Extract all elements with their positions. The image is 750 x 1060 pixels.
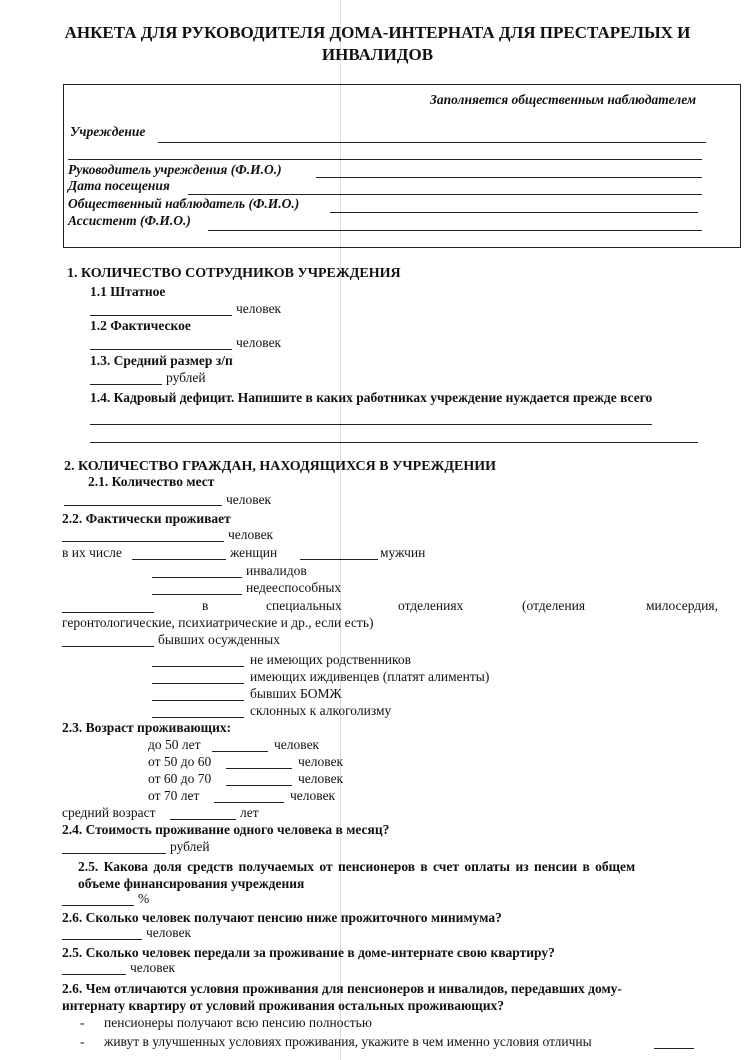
convicts-label: бывших осужденных (158, 632, 280, 647)
head-label: Руководитель учреждения (Ф.И.О.) (68, 162, 282, 177)
q21-unit: человек (226, 492, 272, 507)
special-word-c: отделениях (398, 598, 464, 613)
incapable-label: недееспособных (246, 580, 342, 595)
alcohol-field[interactable] (152, 717, 244, 718)
avg-age-field[interactable] (170, 819, 236, 820)
age1-unit: человек (274, 737, 320, 752)
opt2-label: живут в улучшенных условиях проживания, укажите в чем именно условия отличны (104, 1034, 592, 1049)
men-label: мужчин (380, 545, 426, 560)
age2-field[interactable] (226, 768, 292, 769)
age2-unit: человек (298, 754, 344, 769)
q12-field[interactable] (90, 349, 232, 350)
q22-unit: человек (228, 527, 274, 542)
age4-field[interactable] (214, 802, 284, 803)
dependents-label: имеющих иждивенцев (платят алименты) (250, 669, 490, 684)
avg-age-label: средний возраст (62, 805, 156, 820)
special-line2: геронтологические, психиатрические и др., если есть) (62, 615, 374, 630)
dependents-field[interactable] (152, 683, 244, 684)
page-title: АНКЕТА ДЛЯ РУКОВОДИТЕЛЯ ДОМА-ИНТЕРНАТА ДЛЯ ПРЕСТАРЕЛЫХ И ИНВАЛИДОВ (64, 23, 691, 64)
age3-unit: человек (298, 771, 344, 786)
q23-label: 2.3. Возраст проживающих: (62, 720, 232, 735)
q24-field[interactable] (62, 853, 166, 854)
women-field[interactable] (132, 559, 226, 560)
avg-age-unit: лет (240, 805, 259, 820)
q25b-field[interactable] (62, 974, 126, 975)
alcohol-label: склонных к алкоголизму (250, 703, 392, 718)
q24-unit: рублей (170, 839, 210, 854)
q21-label: 2.1. Количество мест (88, 474, 215, 489)
visit-date-field[interactable] (188, 194, 702, 195)
assistant-field[interactable] (208, 230, 702, 231)
age2-label: от 50 до 60 (148, 754, 212, 769)
head-field[interactable] (316, 177, 702, 178)
q11-unit: человек (236, 301, 282, 316)
age1-label: до 50 лет (148, 737, 201, 752)
q25-line2: объеме финансирования учреждения (78, 876, 305, 891)
q21-field[interactable] (64, 505, 222, 506)
section1-heading: 1. КОЛИЧЕСТВО СОТРУДНИКОВ УЧРЕЖДЕНИЯ (67, 266, 401, 281)
institution-field[interactable] (158, 142, 706, 143)
age3-label: от 60 до 70 (148, 771, 212, 786)
no-relatives-label: не имеющих родственников (250, 652, 412, 667)
opt2-dash: - (80, 1034, 85, 1049)
opt2-field[interactable] (654, 1048, 694, 1049)
section2-heading: 2. КОЛИЧЕСТВО ГРАЖДАН, НАХОДЯЩИХСЯ В УЧРЕЖДЕНИИ (64, 459, 497, 474)
special-field[interactable] (62, 612, 154, 613)
q12-unit: человек (236, 335, 282, 350)
disabled-field[interactable] (152, 577, 242, 578)
q26-field[interactable] (62, 939, 142, 940)
observer-label: Общественный наблюдатель (Ф.И.О.) (68, 196, 300, 211)
q11-label: 1.1 Штатное (90, 284, 166, 299)
q26b-line1: 2.6. Чем отличаются условия проживания для пенсионеров и инвалидов, передавших дому- (62, 981, 622, 996)
q14-field-1[interactable] (90, 424, 652, 425)
q25-unit: % (138, 891, 150, 906)
q26b-line2: интернату квартиру от условий проживания остальных проживающих? (62, 998, 504, 1013)
men-field[interactable] (300, 559, 378, 560)
age3-field[interactable] (226, 785, 292, 786)
q14-field-2[interactable] (90, 442, 698, 443)
q25-line1: 2.5. Какова доля средств получаемых от пенсионеров в счет оплаты из пенсии в общем (78, 859, 636, 874)
opt1-dash: - (80, 1015, 85, 1030)
age4-unit: человек (290, 788, 336, 803)
q25b-unit: человек (130, 960, 176, 975)
institution-label: Учреждение (70, 124, 146, 139)
q13-field[interactable] (90, 384, 162, 385)
age4-label: от 70 лет (148, 788, 200, 803)
special-word-a: в (202, 598, 209, 613)
convicts-field[interactable] (62, 646, 154, 647)
institution-field-extra[interactable] (68, 159, 702, 160)
q25b-label: 2.5. Сколько человек передали за проживание в доме-интернате свою квартиру? (62, 945, 555, 960)
q13-label: 1.3. Средний размер з/п (90, 353, 233, 368)
q25-field[interactable] (62, 905, 134, 906)
q14-label: 1.4. Кадровый дефицит. Напишите в каких работниках учреждение нуждается прежде всего (90, 390, 653, 405)
observer-field[interactable] (330, 212, 698, 213)
opt1-label: пенсионеры получают всю пенсию полностью (104, 1015, 372, 1030)
q11-field[interactable] (90, 315, 232, 316)
assistant-label: Ассистент (Ф.И.О.) (68, 213, 191, 228)
q24-label: 2.4. Стоимость проживание одного человека в месяц? (62, 822, 390, 837)
incapable-field[interactable] (152, 594, 242, 595)
age1-field[interactable] (212, 751, 268, 752)
q12-label: 1.2 Фактическое (90, 318, 191, 333)
special-word-b: специальных (266, 598, 342, 613)
q22-field[interactable] (62, 541, 224, 542)
incl-label: в их числе (62, 545, 122, 560)
box-note: Заполняется общественным наблюдателем (430, 92, 697, 107)
no-relatives-field[interactable] (152, 666, 244, 667)
homeless-label: бывших БОМЖ (250, 686, 342, 701)
q26-label: 2.6. Сколько человек получают пенсию ниже прожиточного минимума? (62, 910, 502, 925)
homeless-field[interactable] (152, 700, 244, 701)
special-word-d: (отделения (522, 598, 586, 613)
q22-label: 2.2. Фактически проживает (62, 511, 231, 526)
special-word-e: милосердия, (646, 598, 718, 613)
disabled-label: инвалидов (246, 563, 307, 578)
q13-unit: рублей (166, 370, 206, 385)
q26-unit: человек (146, 925, 192, 940)
women-label: женщин (230, 545, 278, 560)
visit-date-label: Дата посещения (68, 178, 170, 193)
